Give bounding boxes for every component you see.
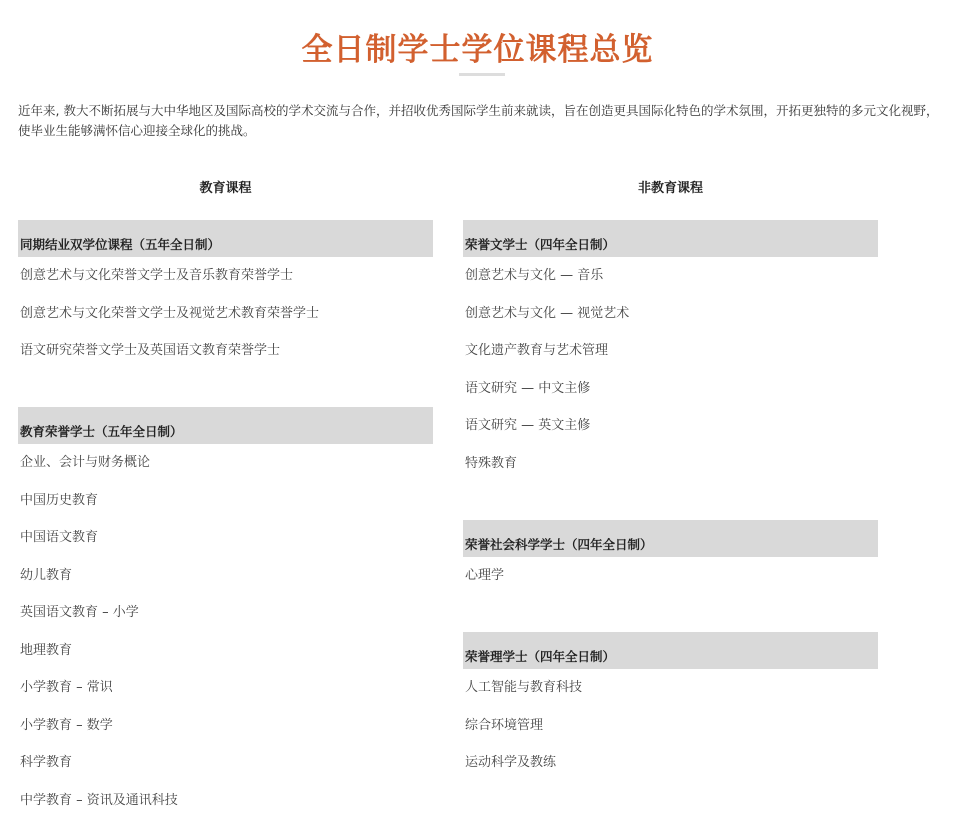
program-item[interactable]: 中学教育 – 资讯及通讯科技: [20, 792, 178, 808]
program-group-title: 同期结业双学位课程（五年全日制）: [18, 220, 433, 257]
program-item[interactable]: 小学教育 – 常识: [20, 680, 113, 695]
program-item[interactable]: 创意艺术与文化荣誉文学士及视觉艺术教育荣誉学士: [20, 305, 320, 321]
program-group: [463, 632, 878, 782]
program-item[interactable]: 人工智能与教育科技: [465, 680, 583, 695]
program-item[interactable]: 幼儿教育: [20, 567, 73, 583]
column-header-education: 教育课程: [199, 181, 252, 196]
program-item[interactable]: 运动科学及教练: [465, 755, 557, 770]
program-item[interactable]: 创意艺术与文化 — 音乐: [465, 268, 604, 283]
program-item[interactable]: 语文研究 — 中文主修: [465, 380, 591, 396]
program-item[interactable]: 特殊教育: [465, 455, 518, 471]
program-item[interactable]: 科学教育: [20, 755, 73, 770]
program-item[interactable]: 文化遗产教育与艺术管理: [465, 343, 609, 358]
program-group-title: 荣誉文学士（四年全日制）: [463, 220, 878, 257]
program-group-title: 荣誉理学士（四年全日制）: [463, 632, 878, 669]
program-item[interactable]: 心理学: [465, 568, 505, 583]
program-item[interactable]: 创意艺术与文化 — 视觉艺术: [465, 305, 630, 321]
program-item[interactable]: 中国语文教育: [20, 530, 99, 545]
program-group: [18, 407, 433, 819]
program-item[interactable]: 创意艺术与文化荣誉文学士及音乐教育荣誉学士: [20, 268, 294, 283]
program-item[interactable]: 综合环境管理: [465, 717, 544, 733]
program-group-title: 荣誉社会科学学士（四年全日制）: [463, 520, 878, 557]
program-item[interactable]: 小学教育 – 数学: [20, 717, 113, 733]
program-item[interactable]: 英国语文教育 – 小学: [20, 605, 139, 620]
program-group: [463, 520, 878, 595]
title-divider: [459, 73, 505, 76]
program-item[interactable]: 地理教育: [20, 642, 73, 658]
intro-paragraph: 近年来, 教大不断拓展与大中华地区及国际高校的学术交流与合作，并招收优秀国际学生前来就读，旨在创造更具国际化特色的学术氛围，开拓更独特的多元文化视野，使毕业生能够满怀信心迎接全球化的挑战。: [18, 103, 939, 138]
page-title: 全日制学士学位课程总览: [301, 32, 654, 68]
column-header-non-education: 非教育课程: [637, 181, 703, 196]
program-item[interactable]: 中国历史教育: [20, 492, 99, 508]
program-group-title: 教育荣誉学士（五年全日制）: [18, 407, 433, 444]
program-item[interactable]: 语文研究 — 英文主修: [465, 418, 591, 433]
program-group: [463, 220, 878, 482]
program-item[interactable]: 语文研究荣誉文学士及英国语文教育荣誉学士: [20, 343, 281, 358]
program-group: [18, 220, 433, 370]
program-item[interactable]: 企业、会计与财务概论: [20, 455, 151, 470]
